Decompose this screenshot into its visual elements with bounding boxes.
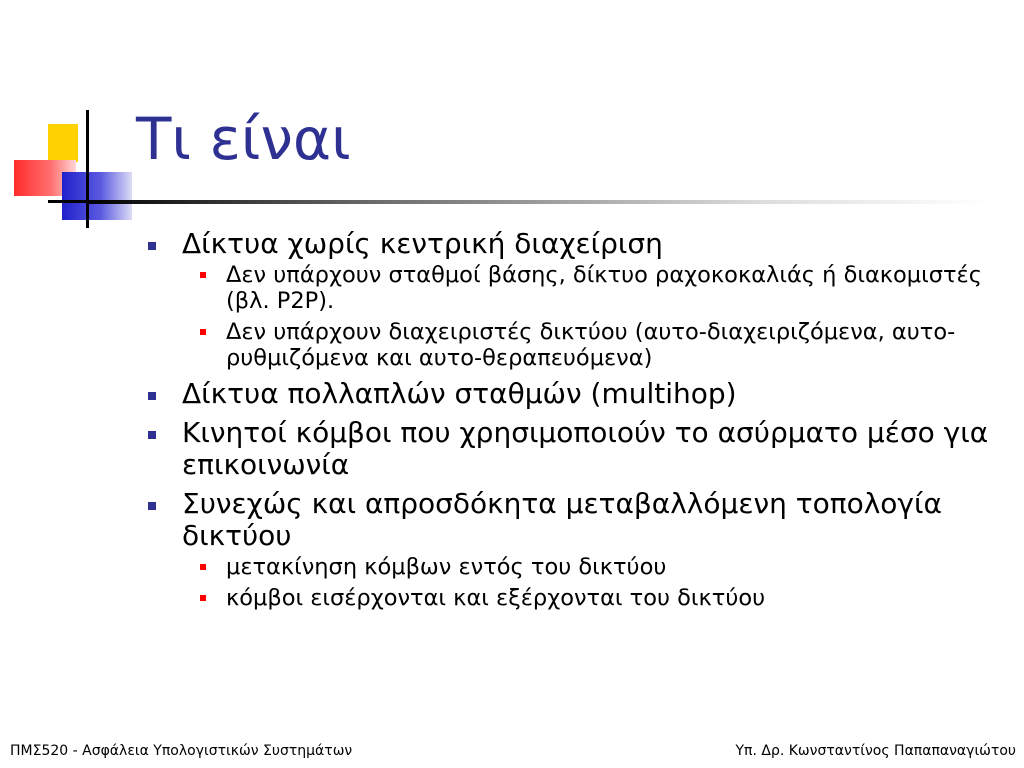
bullet-text: Κινητοί κόμβοι που χρησιμοποιούν το ασύρματο μέσο για επικοινωνία [182, 416, 989, 481]
yellow-square-decoration [48, 124, 78, 162]
bullet-item [140, 228, 1000, 371]
sub-bullet-text: μετακίνηση κόμβων εντός του δικτύου [226, 554, 667, 580]
square-bullet-icon [148, 392, 156, 400]
bullet-text: Δίκτυα χωρίς κεντρική διαχείριση [182, 227, 663, 260]
square-bullet-icon [148, 242, 156, 250]
slide-content [140, 228, 1000, 618]
footer-author: Υπ. Δρ. Κωνσταντίνος Παπαπαναγιώτου [735, 743, 1016, 759]
sub-bullet-text: κόμβοι εισέρχονται και εξέρχονται του δικτύου [226, 585, 766, 611]
sub-bullet-item [182, 262, 1000, 314]
sub-bullet-list [182, 262, 1000, 371]
bullet-list [140, 228, 1000, 611]
bullet-item [140, 417, 1000, 481]
red-square-bullet-icon [200, 564, 206, 570]
sub-bullet-item [182, 554, 1000, 580]
red-square-bullet-icon [200, 272, 206, 278]
short-horizontal-rule [48, 200, 93, 203]
bullet-text: Δίκτυα πολλαπλών σταθμών (multihop) [182, 377, 737, 410]
slide-title: Τι είναι [136, 105, 351, 173]
red-square-bullet-icon [200, 329, 206, 335]
red-square-bullet-icon [200, 595, 206, 601]
sub-bullet-text: Δεν υπάρχουν διαχειριστές δικτύου (αυτο-διαχειριζόμενα, αυτο-ρυθμιζόμενα και αυτο-θεραπευόμενα) [226, 319, 956, 371]
sub-bullet-list [182, 554, 1000, 611]
title-underline [88, 200, 988, 204]
blue-square-decoration [62, 172, 132, 220]
bullet-item [140, 378, 1000, 410]
sub-bullet-item [182, 319, 1000, 371]
square-bullet-icon [148, 431, 156, 439]
bullet-text: Συνεχώς και απροσδόκητα μεταβαλλόμενη τοπολογία δικτύου [182, 487, 942, 552]
vertical-rule [86, 110, 89, 228]
slide-logo-decoration [0, 0, 140, 230]
sub-bullet-item [182, 585, 1000, 611]
footer-course-title: ΠΜΣ520 - Ασφάλεια Υπολογιστικών Συστημάτων [10, 743, 353, 759]
square-bullet-icon [148, 502, 156, 510]
sub-bullet-text: Δεν υπάρχουν σταθμοί βάσης, δίκτυο ραχοκοκαλιάς ή διακομιστές (βλ. P2P). [226, 262, 982, 314]
bullet-item [140, 488, 1000, 611]
